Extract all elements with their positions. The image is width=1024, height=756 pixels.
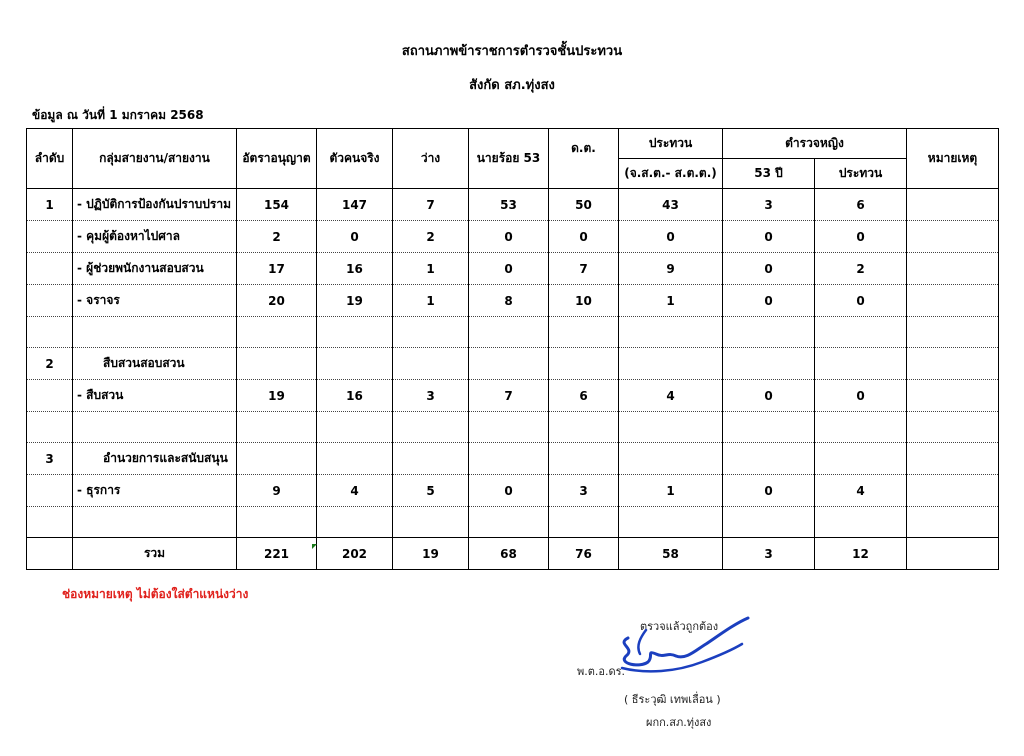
- header-female-53: 53 ปี: [723, 159, 815, 189]
- header-group: กลุ่มสายงาน/สายงาน: [73, 129, 237, 189]
- header-remark: หมายเหตุ: [907, 129, 999, 189]
- table-row: - สืบสวน 19 16 3 7 6 4 0 0: [27, 380, 999, 412]
- signer-rank: พ.ต.อ.ดร.: [577, 665, 626, 678]
- signature-mark: [606, 610, 756, 690]
- blank-row: [27, 317, 999, 348]
- total-row: รวม 221 202 19 68 76 58 3 12: [27, 538, 999, 570]
- remark-note: ช่องหมายเหตุ ไม่ต้องใส่ตำแหน่งว่าง: [62, 587, 249, 601]
- header-dt: ด.ต.: [549, 129, 619, 189]
- verified-label: ตรวจแล้วถูกต้อง: [640, 620, 719, 633]
- personnel-table: [26, 128, 999, 570]
- header-no: ลำดับ: [27, 129, 73, 189]
- signer-name: ( ธีระวุฒิ เทพเลื่อน ): [624, 693, 721, 706]
- header-female-nco: ประทวน: [815, 159, 907, 189]
- header-nco-sub: (จ.ส.ต.- ส.ต.ต.): [619, 159, 723, 189]
- table-row: - ธุรการ 9 4 5 0 3 1 0 4: [27, 475, 999, 507]
- page-subtitle: สังกัด สภ.ทุ่งสง: [469, 78, 555, 93]
- page-title: สถานภาพข้าราชการตำรวจชั้นประทวน: [401, 44, 623, 59]
- as-of-date: ข้อมูล ณ วันที่ 1 มกราคม 2568: [32, 108, 204, 122]
- blank-row: [27, 412, 999, 443]
- signer-position: ผกก.สภ.ทุ่งสง: [646, 716, 712, 729]
- header-actual: ตัวคนจริง: [317, 129, 393, 189]
- header-authorized: อัตราอนุญาต: [237, 129, 317, 189]
- cell-comment-marker: [312, 544, 317, 549]
- blank-row: [27, 507, 999, 538]
- total-label: รวม: [73, 538, 237, 570]
- header-female: ตำรวจหญิง: [723, 129, 907, 159]
- table-row: - ผู้ช่วยพนักงานสอบสวน 17 16 1 0 7 9 0 2: [27, 253, 999, 285]
- header-vacant: ว่าง: [393, 129, 469, 189]
- group-row: 2 สืบสวนสอบสวน: [27, 348, 999, 380]
- group-row: 3 อำนวยการและสนับสนุน: [27, 443, 999, 475]
- header-nco: ประทวน: [619, 129, 723, 159]
- table-row: - คุมผู้ต้องหาไปศาล 2 0 2 0 0 0 0 0: [27, 221, 999, 253]
- header-row-1: [27, 129, 999, 159]
- header-lt53: นายร้อย 53: [469, 129, 549, 189]
- table-row: - จราจร 20 19 1 8 10 1 0 0: [27, 285, 999, 317]
- table-row: 1 - ปฏิบัติการป้องกันปราบปราม 154 147 7 53 50 43 3 6: [27, 189, 999, 221]
